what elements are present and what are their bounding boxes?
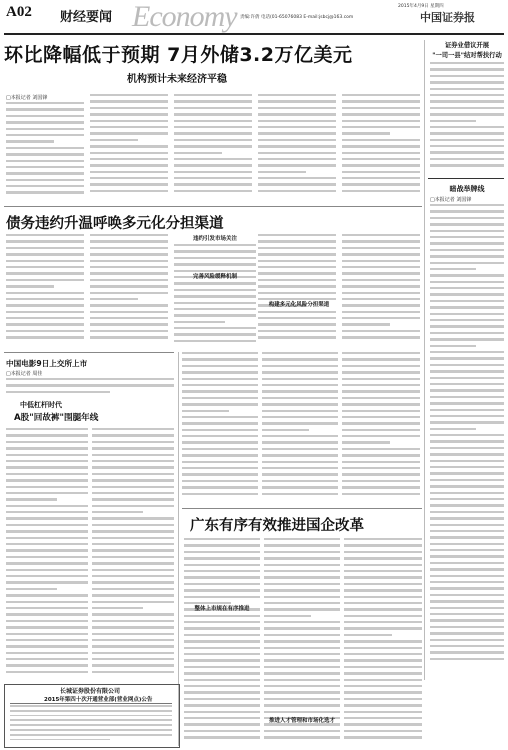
story5-col-2 xyxy=(264,538,340,744)
sidebar-divider xyxy=(424,40,425,680)
story2-sub3: 构建多元化风险分担渠道 xyxy=(268,302,330,308)
story2-col-8 xyxy=(342,352,420,502)
story2-rule xyxy=(4,206,422,207)
story2-col-2 xyxy=(90,234,168,344)
lead-col-5 xyxy=(342,94,420,202)
story4-col-1 xyxy=(6,428,88,678)
story5-sub1: 整体上市规在有序推进 xyxy=(194,606,250,612)
lead-col-2 xyxy=(90,94,168,202)
story4-headline-2: A股"回故裤"围腿年线 xyxy=(14,413,99,423)
lead-col-4 xyxy=(258,94,336,202)
story2-col-7 xyxy=(262,352,338,502)
story5-headline: 广东有序有效推进国企改革 xyxy=(190,518,364,534)
story5-col-3 xyxy=(344,538,422,744)
sidebar-section-label: 暗战举牌线 xyxy=(449,185,485,193)
story5-sub2: 推进人才管理和市场化选才 xyxy=(268,718,335,724)
lead-byline: □本报记者 刘国锋 xyxy=(6,95,48,101)
story2-sub1: 违约引发市场关注 xyxy=(192,236,237,242)
notice-subtitle: 2015年第四十次开通营业部(营业网点)公告 xyxy=(44,697,153,703)
story4-col-2 xyxy=(92,428,174,678)
notice-title: 长城证券股份有限公司 xyxy=(60,688,121,695)
story3-byline: □本报记者 周佳 xyxy=(6,371,43,377)
issue-date: 2015年4月9日 星期四 xyxy=(398,4,444,9)
masthead-rule xyxy=(4,33,504,35)
lead-headline: 环比降幅低于预期 7月外储3.2万亿美元 xyxy=(4,44,353,66)
story2-col-1 xyxy=(6,234,84,344)
notice-rule xyxy=(10,703,172,704)
story3-body xyxy=(6,378,174,396)
sidebar-rule xyxy=(428,178,504,179)
story3-rule xyxy=(4,352,174,353)
story5-col-1 xyxy=(184,538,260,744)
story5-rule xyxy=(182,508,422,509)
editor-info: 责编:许倩 电话(01-65076083 E-mail:jsbcj@163.com xyxy=(240,15,354,20)
story2-col-5 xyxy=(342,234,420,344)
story2-sub2: 完善风险缓释机制 xyxy=(192,274,237,280)
lead-subhead: 机构预计未来经济平稳 xyxy=(127,74,227,85)
page-number: A02 xyxy=(6,4,32,20)
sidebar-col-1 xyxy=(430,62,504,174)
sidebar-byline: □本报记者 刘国锋 xyxy=(430,197,472,203)
notice-body xyxy=(10,705,172,743)
sidebar-title-2: "一司一县"结对帮扶行动 xyxy=(432,52,502,59)
sidebar-title-1: 证券业借议开展 xyxy=(444,42,490,49)
section-title: 财经要闻 xyxy=(60,10,113,25)
lead-col-3 xyxy=(174,94,252,202)
newspaper-name: 中国证券报 xyxy=(420,12,475,24)
story2-headline: 债务违约升温呼唤多元化分担渠道 xyxy=(6,216,224,232)
lead-col-1 xyxy=(6,102,84,202)
story2-col-4 xyxy=(258,234,336,344)
story2-col-3 xyxy=(174,244,256,344)
sidebar-col-2 xyxy=(430,204,504,674)
story4-headline: 中低杠杆时代 xyxy=(20,401,62,409)
story2-col-6 xyxy=(182,352,258,502)
section-title-en: Economy xyxy=(132,0,237,33)
story3-headline: 中国电影9日上交所上市 xyxy=(6,359,88,368)
